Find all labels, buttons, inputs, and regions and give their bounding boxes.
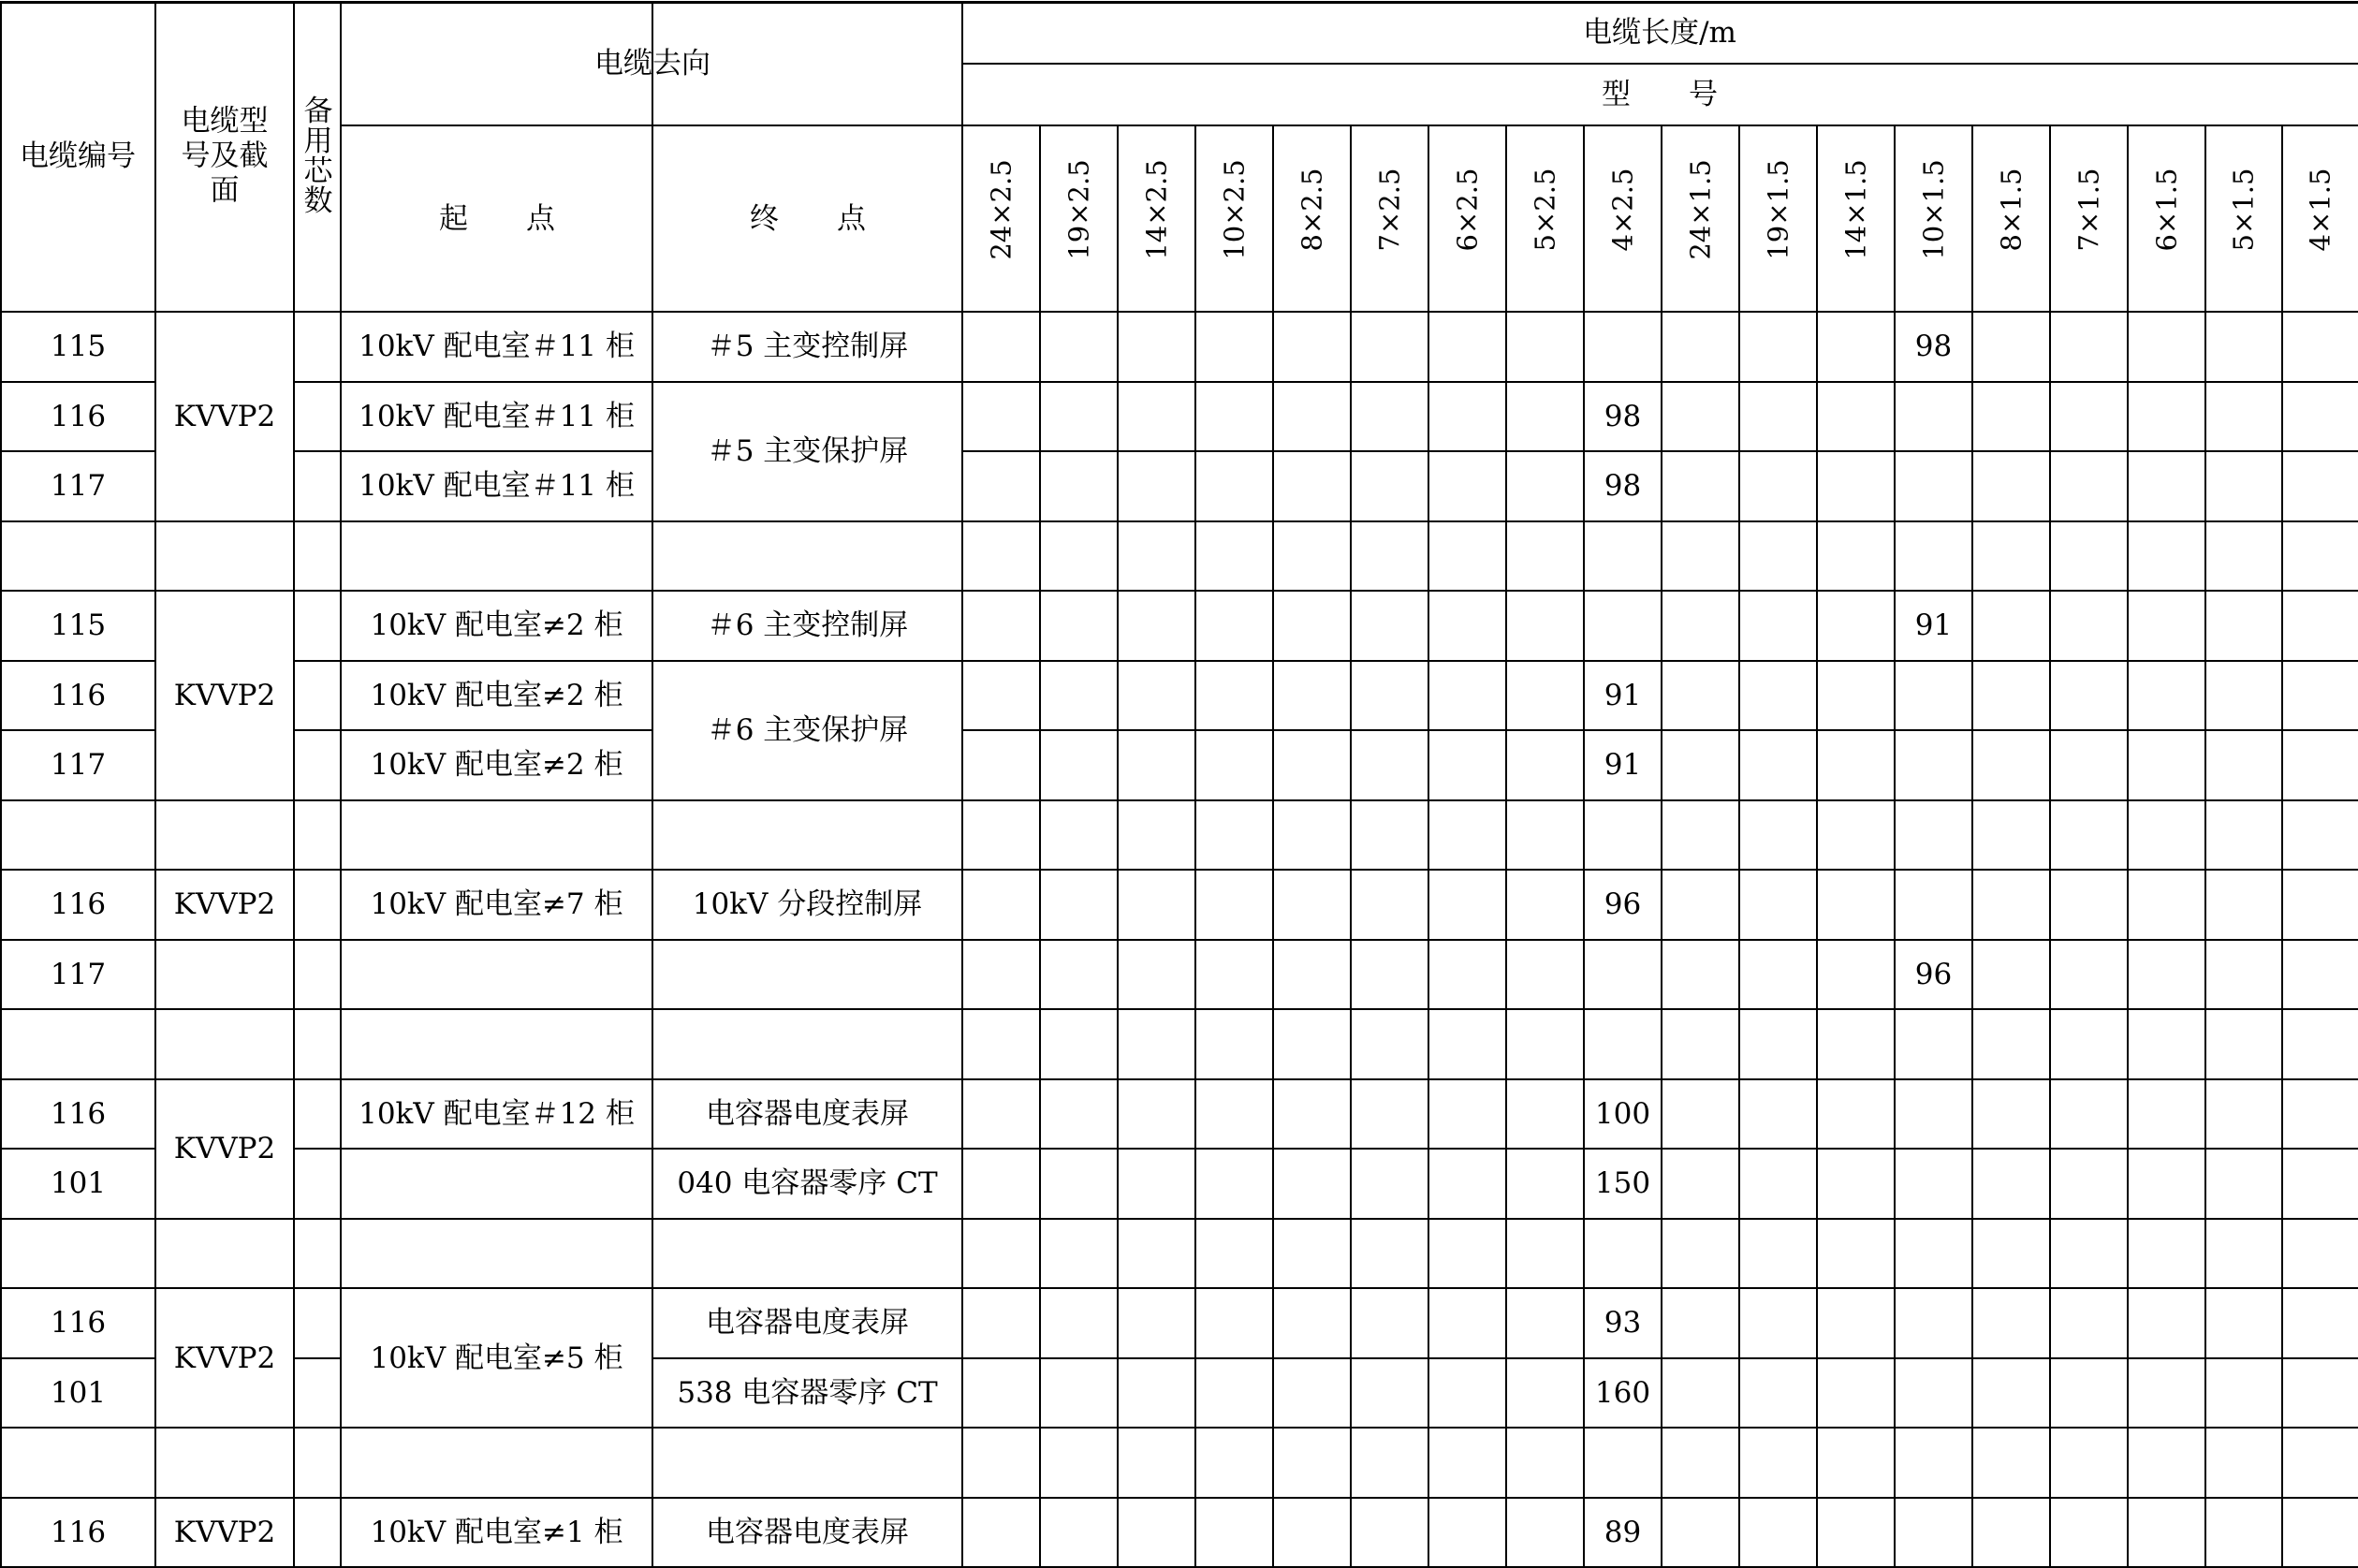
column-label: 10×2.5 <box>1218 159 1250 260</box>
header-cable-no: 电缆编号 <box>20 139 136 173</box>
grid-line-h <box>652 1497 962 1499</box>
grid-line-h <box>652 660 962 662</box>
grid-line-h <box>962 660 2358 662</box>
cell-cable-type: KVVP2 <box>173 887 276 922</box>
grid-line-h <box>294 729 341 731</box>
grid-line-h <box>341 869 652 871</box>
grid-line-h <box>652 1148 962 1150</box>
cell-cable-no: 117 <box>50 748 107 783</box>
cell-start: 10kV 配电室＃11 柜 <box>359 469 635 504</box>
cell-start: 10kV 配电室＃11 柜 <box>359 330 635 364</box>
cell-cable-no: 116 <box>50 399 107 433</box>
grid-line-v <box>1039 125 1041 1566</box>
cell-end: 10kV 分段控制屏 <box>692 887 923 922</box>
column-label: 8×1.5 <box>1995 168 2027 252</box>
column-label: 5×1.5 <box>2227 168 2260 252</box>
grid-line-h <box>155 1287 294 1289</box>
cell-length: 96 <box>1604 887 1642 922</box>
cell-end: ＃6 主变控制屏 <box>706 608 909 643</box>
grid-line-h <box>294 1357 341 1359</box>
grid-line-h <box>341 660 652 662</box>
grid-line-v <box>1194 125 1196 1566</box>
cell-length: 100 <box>1594 1096 1651 1131</box>
cell-length: 91 <box>1604 678 1642 712</box>
cell-cable-no: 116 <box>50 1306 107 1341</box>
grid-line-v <box>340 2 342 1566</box>
cell-cable-no: 116 <box>50 1515 107 1549</box>
grid-line-h <box>155 1497 294 1499</box>
header-end: 终 点 <box>750 202 866 236</box>
grid-line-h <box>0 1078 155 1080</box>
cell-start: 10kV 配电室≠7 柜 <box>370 887 623 922</box>
header-model: 型 号 <box>1602 78 1718 111</box>
grid-line-h <box>652 381 962 383</box>
grid-line-h <box>294 939 341 941</box>
grid-line-h <box>294 1287 341 1289</box>
grid-line-h <box>652 1078 962 1080</box>
grid-line-h <box>341 590 652 592</box>
grid-line-h <box>341 729 652 731</box>
grid-line-v <box>652 2 653 1566</box>
grid-line-h <box>0 1287 155 1289</box>
grid-line-h <box>0 1148 155 1150</box>
cell-start: 10kV 配电室＃12 柜 <box>359 1096 635 1131</box>
grid-line-h <box>294 660 341 662</box>
grid-line-h <box>0 939 155 941</box>
grid-line-h <box>155 520 294 522</box>
grid-line-h <box>652 869 962 871</box>
grid-line-v <box>1894 125 1896 1566</box>
grid-line-h <box>0 1357 155 1359</box>
grid-line-h <box>962 1218 2358 1220</box>
cell-length: 160 <box>1594 1375 1651 1410</box>
grid-line-h <box>652 1008 962 1010</box>
cell-length: 89 <box>1604 1515 1642 1549</box>
grid-line-h <box>0 869 155 871</box>
grid-line-h <box>294 1497 341 1499</box>
grid-line-h <box>962 520 2358 522</box>
cell-cable-no: 117 <box>50 957 107 991</box>
grid-line-h <box>962 63 2358 65</box>
grid-line-h <box>294 590 341 592</box>
grid-line-h <box>962 590 2358 592</box>
grid-line-v <box>2049 125 2051 1566</box>
grid-line-h <box>962 1497 2358 1499</box>
cell-cable-type: KVVP2 <box>173 678 276 712</box>
grid-line-h <box>0 729 155 731</box>
grid-line-h <box>294 1218 341 1220</box>
grid-line-h <box>0 1 2358 4</box>
column-label: 5×2.5 <box>1529 168 1560 252</box>
cell-length: 98 <box>1604 469 1642 504</box>
grid-line-h <box>0 450 155 452</box>
grid-line-v <box>1661 125 1662 1566</box>
grid-line-h <box>294 1427 341 1429</box>
grid-line-h <box>341 1148 652 1150</box>
header-length: 电缆长度/m <box>1583 16 1736 50</box>
grid-line-v <box>1272 125 1274 1566</box>
cell-end: ＃6 主变保护屏 <box>706 713 909 747</box>
grid-line-h <box>294 520 341 522</box>
cell-cable-type: KVVP2 <box>173 1132 276 1165</box>
grid-line-v <box>1505 125 1507 1566</box>
grid-line-v <box>0 2 2 1566</box>
grid-line-v <box>2204 125 2206 1566</box>
cell-start: 10kV 配电室＃11 柜 <box>359 399 635 433</box>
grid-line-h <box>962 1287 2358 1289</box>
cell-end: 040 电容器零序 CT <box>677 1166 938 1201</box>
column-label: 10×1.5 <box>1917 159 1949 260</box>
grid-line-h <box>294 1008 341 1010</box>
column-label: 6×2.5 <box>1451 168 1483 252</box>
cell-length: 98 <box>1604 399 1642 433</box>
grid-line-h <box>294 1078 341 1080</box>
header-start: 起 点 <box>439 202 555 236</box>
cell-cable-no: 101 <box>50 1166 107 1201</box>
grid-line-h <box>652 1427 962 1429</box>
grid-line-h <box>155 799 294 801</box>
grid-line-h <box>652 1218 962 1220</box>
grid-line-h <box>155 1427 294 1429</box>
grid-line-v <box>1738 125 1740 1566</box>
grid-line-h <box>341 1008 652 1010</box>
cell-length: 98 <box>1914 330 1953 364</box>
grid-line-h <box>0 1427 155 1429</box>
grid-line-h <box>341 520 652 522</box>
grid-line-h <box>652 520 962 522</box>
grid-line-h <box>652 799 962 801</box>
grid-line-h <box>962 1427 2358 1429</box>
grid-line-h <box>155 590 294 592</box>
cell-end: ＃5 主变保护屏 <box>706 434 909 468</box>
grid-line-h <box>652 1357 962 1359</box>
cell-cable-no: 116 <box>50 887 107 922</box>
grid-line-v <box>293 2 295 1566</box>
grid-line-h <box>652 1287 962 1289</box>
grid-line-v <box>1428 125 1429 1566</box>
grid-line-h <box>962 1078 2358 1080</box>
grid-line-h <box>341 939 652 941</box>
grid-line-v <box>961 2 963 1566</box>
cell-start: 10kV 配电室≠1 柜 <box>370 1515 623 1549</box>
cell-length: 91 <box>1604 748 1642 783</box>
cell-start: 10kV 配电室≠2 柜 <box>370 748 623 783</box>
header-direction: 电缆去向 <box>594 47 710 81</box>
column-label: 7×1.5 <box>2072 168 2104 252</box>
grid-line-v <box>1117 125 1119 1566</box>
cell-end: ＃5 主变控制屏 <box>706 330 909 364</box>
cell-cable-no: 115 <box>50 330 107 364</box>
grid-line-v <box>2281 125 2283 1566</box>
grid-line-h <box>155 1218 294 1220</box>
cell-cable-no: 115 <box>50 608 107 643</box>
cell-cable-type: KVVP2 <box>173 1515 276 1549</box>
grid-line-h <box>155 1078 294 1080</box>
cell-cable-no: 116 <box>50 1096 107 1131</box>
cell-start: 10kV 配电室≠2 柜 <box>370 678 623 712</box>
cell-cable-type: KVVP2 <box>173 1341 276 1375</box>
column-label: 4×2.5 <box>1606 168 1638 252</box>
grid-line-h <box>341 1287 652 1289</box>
cell-end: 电容器电度表屏 <box>706 1515 909 1549</box>
grid-line-h <box>962 381 2358 383</box>
grid-line-h <box>0 590 155 592</box>
grid-line-h <box>155 869 294 871</box>
grid-line-v <box>1350 125 1352 1566</box>
grid-line-h <box>962 1148 2358 1150</box>
cell-length: 91 <box>1914 608 1953 643</box>
grid-line-v <box>1583 125 1585 1566</box>
grid-line-h <box>294 799 341 801</box>
column-label: 14×1.5 <box>1839 159 1871 260</box>
header-spare-cores: 备用芯数 <box>303 95 333 218</box>
cell-cable-no: 116 <box>50 678 107 712</box>
grid-line-h <box>0 1218 155 1220</box>
grid-line-h <box>652 590 962 592</box>
grid-line-h <box>0 520 155 522</box>
column-label: 8×2.5 <box>1296 168 1327 252</box>
grid-line-h <box>341 1427 652 1429</box>
grid-line-h <box>0 660 155 662</box>
column-label: 4×1.5 <box>2304 168 2336 252</box>
grid-line-v <box>2127 125 2129 1566</box>
grid-line-v <box>1816 125 1818 1566</box>
grid-line-h <box>0 381 155 383</box>
cell-end: 538 电容器零序 CT <box>677 1375 938 1410</box>
grid-line-h <box>962 450 2358 452</box>
grid-line-h <box>0 1008 155 1010</box>
grid-line-h <box>341 799 652 801</box>
grid-line-h <box>652 939 962 941</box>
grid-line-h <box>962 939 2358 941</box>
grid-line-h <box>962 1008 2358 1010</box>
grid-line-h <box>0 799 155 801</box>
grid-line-h <box>294 450 341 452</box>
grid-line-h <box>962 729 2358 731</box>
header-cable-type: 电缆型号及截面 <box>181 104 269 208</box>
column-label: 14×2.5 <box>1140 159 1172 260</box>
column-label: 19×1.5 <box>1762 159 1794 260</box>
cell-start: 10kV 配电室≠5 柜 <box>370 1341 623 1375</box>
grid-line-h <box>341 381 652 383</box>
grid-line-h <box>341 1218 652 1220</box>
cell-length: 93 <box>1604 1306 1642 1341</box>
grid-line-h <box>962 799 2358 801</box>
grid-line-h <box>962 1357 2358 1359</box>
cell-start: 10kV 配电室≠2 柜 <box>370 608 623 643</box>
cell-cable-no: 117 <box>50 469 107 504</box>
grid-line-h <box>962 869 2358 871</box>
grid-line-h <box>294 869 341 871</box>
grid-line-h <box>341 1078 652 1080</box>
column-label: 7×2.5 <box>1373 168 1405 252</box>
cell-end: 电容器电度表屏 <box>706 1306 909 1341</box>
grid-line-v <box>154 2 156 1566</box>
grid-line-h <box>294 1148 341 1150</box>
grid-line-v <box>1971 125 1973 1566</box>
column-label: 24×1.5 <box>1684 159 1716 260</box>
grid-line-h <box>155 939 294 941</box>
cell-cable-type: KVVP2 <box>173 399 276 433</box>
grid-line-h <box>294 381 341 383</box>
column-label: 19×2.5 <box>1062 159 1094 260</box>
cell-end: 电容器电度表屏 <box>706 1096 909 1131</box>
grid-line-h <box>0 311 2358 313</box>
column-label: 6×1.5 <box>2150 168 2182 252</box>
grid-line-h <box>341 450 652 452</box>
grid-line-h <box>155 1008 294 1010</box>
cell-length: 150 <box>1594 1166 1651 1201</box>
cell-length: 96 <box>1914 957 1953 991</box>
column-label: 24×2.5 <box>985 159 1017 260</box>
grid-line-h <box>0 1497 155 1499</box>
cell-cable-no: 101 <box>50 1375 107 1410</box>
grid-line-h <box>341 1497 652 1499</box>
